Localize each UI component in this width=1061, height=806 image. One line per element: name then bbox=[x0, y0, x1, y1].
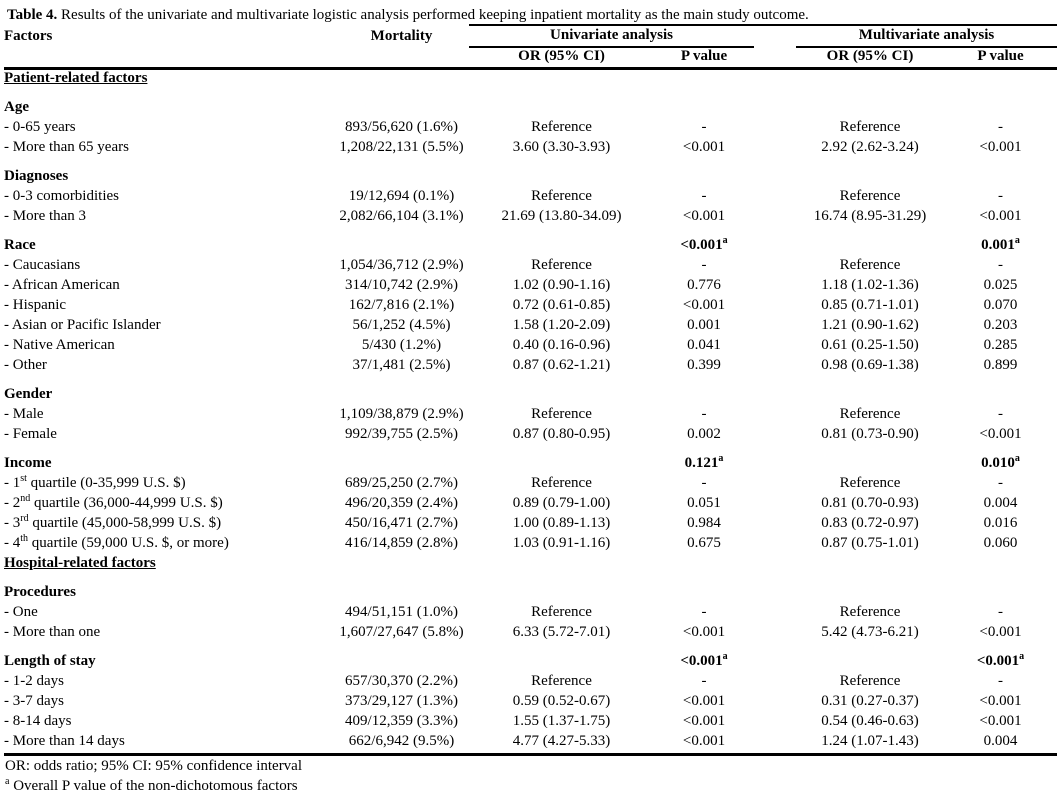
or-multivariate-cell: 0.81 (0.73-0.90) bbox=[821, 426, 919, 442]
or-multivariate-cell: 5.42 (4.73-6.21) bbox=[821, 624, 919, 640]
or-multivariate-cell: 0.81 (0.70-0.93) bbox=[821, 495, 919, 511]
mortality-cell bbox=[334, 555, 469, 575]
p-multivariate-cell: 0.285 bbox=[983, 337, 1018, 353]
or-multivariate-cell: 0.54 (0.46-0.63) bbox=[821, 713, 919, 729]
section-heading-row bbox=[4, 555, 1057, 575]
column-header-mortality: Mortality bbox=[370, 28, 433, 44]
table-caption bbox=[7, 6, 1057, 24]
p-multivariate-cell: - bbox=[998, 257, 1003, 273]
mortality-cell: 450/16,471 (2.7%) bbox=[345, 515, 458, 531]
p-univariate-cell: 0.001 bbox=[687, 317, 721, 333]
footnote-overall-p-value: $^a$ Overall P value of the non-dichotomous factors bbox=[5, 776, 298, 794]
p-univariate-cell: 0.984 bbox=[687, 515, 721, 531]
or-multivariate-cell: 2.92 (2.62-3.24) bbox=[821, 139, 919, 155]
mortality-cell: 37/1,481 (2.5%) bbox=[352, 357, 451, 373]
table-row bbox=[4, 277, 1057, 297]
p-multivariate-cell bbox=[944, 377, 1057, 406]
p-univariate-cell: <0.001 bbox=[682, 208, 726, 224]
p-univariate-cell: 0.399 bbox=[687, 357, 721, 373]
factor-cell: - More than 3 bbox=[4, 208, 87, 224]
or-multivariate-cell bbox=[796, 90, 944, 119]
factor-cell: - 3rd quartile (45,000-58,999 U.S. $) bbox=[4, 513, 222, 531]
or-multivariate-cell: Reference bbox=[839, 119, 901, 135]
group-heading-row bbox=[4, 446, 1057, 475]
factor-cell: Patient-related factors bbox=[4, 70, 148, 86]
or-univariate-cell bbox=[469, 555, 654, 575]
mortality-cell: 1,208/22,131 (5.5%) bbox=[339, 139, 464, 155]
table-row bbox=[4, 673, 1057, 693]
p-multivariate-cell: 0.016 bbox=[983, 515, 1018, 531]
factor-cell: - More than 65 years bbox=[4, 139, 129, 155]
p-multivariate-cell: <0.001 bbox=[979, 693, 1022, 709]
spacer-cell bbox=[754, 406, 796, 426]
or-multivariate-cell: Reference bbox=[839, 188, 901, 204]
column-header-p-univariate: P value bbox=[654, 47, 754, 69]
p-univariate-cell: - bbox=[701, 406, 707, 422]
group-heading-row bbox=[4, 90, 1057, 119]
or-multivariate-cell: 0.98 (0.69-1.38) bbox=[821, 357, 919, 373]
factor-cell: - One bbox=[4, 604, 38, 620]
column-group-spacer bbox=[754, 25, 796, 47]
mortality-cell: 409/12,359 (3.3%) bbox=[345, 713, 458, 729]
or-univariate-cell: Reference bbox=[531, 673, 592, 689]
p-univariate-cell: <0.001 bbox=[682, 297, 726, 313]
mortality-cell: 657/30,370 (2.2%) bbox=[345, 673, 458, 689]
spacer-cell bbox=[754, 495, 796, 515]
or-univariate-cell: 1.55 (1.37-1.75) bbox=[512, 713, 611, 729]
or-univariate-cell bbox=[469, 446, 654, 475]
or-univariate-cell: 0.59 (0.52-0.67) bbox=[512, 693, 611, 709]
factor-cell: Gender bbox=[4, 386, 53, 402]
or-multivariate-cell: 0.31 (0.27-0.37) bbox=[821, 693, 919, 709]
spacer-cell bbox=[754, 139, 796, 159]
p-multivariate-cell: <0.001 bbox=[979, 713, 1022, 729]
mortality-cell bbox=[334, 228, 469, 257]
mortality-cell: 893/56,620 (1.6%) bbox=[345, 119, 458, 135]
p-multivariate-cell: 0.203 bbox=[983, 317, 1018, 333]
factor-cell: - Female bbox=[4, 426, 57, 442]
factor-cell: - Male bbox=[4, 406, 44, 422]
factor-cell: - 1-2 days bbox=[4, 673, 64, 689]
p-univariate-cell bbox=[654, 555, 754, 575]
column-header-p-multivariate: P value bbox=[944, 47, 1057, 69]
column-header-or-multivariate: OR (95% CI) bbox=[796, 47, 944, 69]
or-univariate-cell bbox=[469, 644, 654, 673]
p-multivariate-cell: 0.010$^a$ bbox=[981, 453, 1020, 471]
or-multivariate-cell: Reference bbox=[839, 406, 901, 422]
table-row bbox=[4, 713, 1057, 733]
mortality-cell: 19/12,694 (0.1%) bbox=[348, 188, 455, 204]
table-row bbox=[4, 297, 1057, 317]
or-univariate-cell: 0.89 (0.79-1.00) bbox=[512, 495, 611, 511]
table-row bbox=[4, 139, 1057, 159]
or-univariate-cell: Reference bbox=[531, 188, 592, 204]
table-row bbox=[4, 515, 1057, 535]
spacer-cell bbox=[754, 208, 796, 228]
or-multivariate-cell: Reference bbox=[839, 475, 901, 491]
spacer-cell bbox=[754, 535, 796, 555]
or-univariate-cell: 0.72 (0.61-0.85) bbox=[512, 297, 611, 313]
mortality-cell bbox=[334, 644, 469, 673]
group-heading-row bbox=[4, 377, 1057, 406]
p-univariate-cell: 0.776 bbox=[687, 277, 721, 293]
or-univariate-cell: 1.03 (0.91-1.16) bbox=[512, 535, 611, 551]
spacer-cell bbox=[754, 90, 796, 119]
or-multivariate-cell bbox=[796, 228, 944, 257]
p-univariate-cell bbox=[654, 575, 754, 604]
factor-cell: Income bbox=[4, 455, 52, 471]
p-multivariate-cell: 0.899 bbox=[983, 357, 1018, 373]
spacer-cell bbox=[754, 277, 796, 297]
factor-cell: Length of stay bbox=[4, 653, 96, 669]
spacer-cell bbox=[754, 644, 796, 673]
or-univariate-cell: 21.69 (13.80-34.09) bbox=[501, 208, 622, 224]
mortality-cell: 662/6,942 (9.5%) bbox=[334, 733, 469, 755]
mortality-cell: 496/20,359 (2.4%) bbox=[345, 495, 458, 511]
table-row bbox=[4, 406, 1057, 426]
factor-cell: - 0-3 comorbidities bbox=[4, 188, 119, 204]
group-heading-row bbox=[4, 575, 1057, 604]
spacer-cell bbox=[754, 188, 796, 208]
or-multivariate-cell: 1.21 (0.90-1.62) bbox=[821, 317, 919, 333]
factor-cell: - 1st quartile (0-35,999 U.S. $) bbox=[4, 473, 186, 491]
spacer-cell bbox=[754, 673, 796, 693]
or-univariate-cell: 0.87 (0.62-1.21) bbox=[512, 357, 611, 373]
p-multivariate-cell bbox=[944, 555, 1057, 575]
mortality-cell: 689/25,250 (2.7%) bbox=[345, 475, 458, 491]
footnotes bbox=[5, 756, 1057, 796]
table-row bbox=[4, 604, 1057, 624]
table-header-row-groups bbox=[4, 25, 1057, 47]
p-multivariate-cell bbox=[944, 90, 1057, 119]
table-body bbox=[4, 69, 1057, 755]
mortality-cell: 162/7,816 (2.1%) bbox=[348, 297, 455, 313]
p-univariate-cell: 0.121$^a$ bbox=[684, 453, 724, 471]
spacer-cell bbox=[754, 446, 796, 475]
spacer-cell bbox=[754, 69, 796, 91]
group-heading-row bbox=[4, 159, 1057, 188]
factor-cell: - 0-65 years bbox=[4, 119, 76, 135]
factor-cell: - Native American bbox=[4, 337, 115, 353]
table-row bbox=[4, 357, 1057, 377]
or-multivariate-cell bbox=[796, 644, 944, 673]
or-univariate-cell: 1.02 (0.90-1.16) bbox=[512, 277, 611, 293]
p-univariate-cell: <0.001 bbox=[654, 733, 754, 755]
mortality-cell bbox=[334, 575, 469, 604]
p-univariate-cell bbox=[654, 69, 754, 91]
mortality-cell: 1,054/36,712 (2.9%) bbox=[339, 257, 464, 273]
table-header bbox=[4, 25, 1057, 69]
mortality-cell: 373/29,127 (1.3%) bbox=[345, 693, 458, 709]
table-row bbox=[4, 317, 1057, 337]
mortality-cell: 992/39,755 (2.5%) bbox=[345, 426, 458, 442]
or-multivariate-cell: Reference bbox=[839, 673, 901, 689]
column-group-univariate: Univariate analysis bbox=[469, 25, 754, 47]
factor-cell: - Asian or Pacific Islander bbox=[4, 317, 161, 333]
or-multivariate-cell: 0.87 (0.75-1.01) bbox=[821, 535, 919, 551]
spacer-cell bbox=[754, 337, 796, 357]
p-multivariate-cell: 0.025 bbox=[983, 277, 1018, 293]
or-multivariate-cell: 0.83 (0.72-0.97) bbox=[821, 515, 919, 531]
table-row bbox=[4, 495, 1057, 515]
mortality-cell: 416/14,859 (2.8%) bbox=[345, 535, 458, 551]
spacer-cell bbox=[754, 317, 796, 337]
or-multivariate-cell bbox=[796, 575, 944, 604]
or-univariate-cell: 0.87 (0.80-0.95) bbox=[512, 426, 611, 442]
mortality-cell: 1,607/27,647 (5.8%) bbox=[339, 624, 464, 640]
p-multivariate-cell bbox=[944, 159, 1057, 188]
spacer-cell bbox=[754, 357, 796, 377]
or-univariate-cell: Reference bbox=[531, 119, 592, 135]
p-multivariate-cell: <0.001$^a$ bbox=[976, 651, 1025, 669]
table-row bbox=[4, 208, 1057, 228]
mortality-cell bbox=[334, 446, 469, 475]
p-multivariate-cell: <0.001 bbox=[979, 139, 1022, 155]
table-caption-label: Table 4. bbox=[7, 7, 58, 23]
or-multivariate-cell: 1.24 (1.07-1.43) bbox=[796, 733, 944, 755]
or-multivariate-cell bbox=[796, 555, 944, 575]
p-multivariate-cell: - bbox=[998, 188, 1003, 204]
factor-cell: - 4th quartile (59,000 U.S. $, or more) bbox=[4, 533, 229, 551]
or-univariate-cell: 6.33 (5.72-7.01) bbox=[512, 624, 611, 640]
or-multivariate-cell bbox=[796, 159, 944, 188]
table-caption-text: Results of the univariate and multivariate logistic analysis performed keeping inpatient mortality as the main study outcome. bbox=[57, 7, 809, 23]
or-univariate-cell: Reference bbox=[531, 475, 592, 491]
mortality-cell bbox=[334, 159, 469, 188]
spacer-cell bbox=[754, 426, 796, 446]
column-header-or-univariate: OR (95% CI) bbox=[469, 47, 654, 69]
factor-cell: - 2nd quartile (36,000-44,999 U.S. $) bbox=[4, 493, 223, 511]
group-heading-row bbox=[4, 644, 1057, 673]
spacer-cell bbox=[754, 575, 796, 604]
mortality-cell bbox=[334, 377, 469, 406]
p-univariate-cell: - bbox=[701, 673, 707, 689]
p-univariate-cell: - bbox=[701, 188, 707, 204]
or-multivariate-cell: Reference bbox=[839, 604, 901, 620]
spacer-cell bbox=[754, 257, 796, 277]
p-univariate-cell bbox=[654, 90, 754, 119]
p-univariate-cell: <0.001 bbox=[682, 693, 726, 709]
table-row bbox=[4, 535, 1057, 555]
p-multivariate-cell: 0.004 bbox=[944, 733, 1057, 755]
spacer-cell bbox=[754, 555, 796, 575]
p-multivariate-cell: <0.001 bbox=[979, 208, 1022, 224]
spacer-cell bbox=[754, 297, 796, 317]
factor-cell: Age bbox=[4, 99, 29, 115]
or-univariate-cell: 1.00 (0.89-1.13) bbox=[512, 515, 611, 531]
p-multivariate-cell: - bbox=[998, 406, 1003, 422]
subheader-empty-spacer bbox=[754, 47, 796, 69]
results-table bbox=[4, 24, 1057, 756]
p-univariate-cell: - bbox=[701, 257, 707, 273]
factor-cell: Hospital-related factors bbox=[4, 555, 156, 571]
table-row bbox=[4, 693, 1057, 713]
or-univariate-cell bbox=[469, 575, 654, 604]
p-multivariate-cell: - bbox=[998, 475, 1003, 491]
mortality-cell bbox=[334, 90, 469, 119]
or-univariate-cell: 3.60 (3.30-3.93) bbox=[512, 139, 611, 155]
p-univariate-cell: 0.041 bbox=[687, 337, 721, 353]
or-univariate-cell: Reference bbox=[531, 406, 592, 422]
table-header-row-subcolumns bbox=[4, 47, 1057, 69]
column-header-factors: Factors bbox=[4, 28, 53, 44]
or-multivariate-cell: Reference bbox=[839, 257, 901, 273]
or-univariate-cell bbox=[469, 377, 654, 406]
p-univariate-cell: <0.001$^a$ bbox=[680, 651, 728, 669]
mortality-cell: 1,109/38,879 (2.9%) bbox=[339, 406, 464, 422]
p-univariate-cell bbox=[654, 159, 754, 188]
footnote-abbreviations: OR: odds ratio; 95% CI: 95% confidence interval bbox=[5, 758, 303, 774]
factor-cell: - Hispanic bbox=[4, 297, 67, 313]
or-multivariate-cell: 0.85 (0.71-1.01) bbox=[821, 297, 919, 313]
or-univariate-cell bbox=[469, 159, 654, 188]
p-multivariate-cell: 0.060 bbox=[983, 535, 1018, 551]
factor-cell: - More than 14 days bbox=[4, 733, 334, 755]
spacer-cell bbox=[754, 733, 796, 755]
mortality-cell: 5/430 (1.2%) bbox=[361, 337, 442, 353]
table-row bbox=[4, 119, 1057, 139]
spacer-cell bbox=[754, 377, 796, 406]
table-row bbox=[4, 475, 1057, 495]
spacer-cell bbox=[754, 228, 796, 257]
or-multivariate-cell: 1.18 (1.02-1.36) bbox=[821, 277, 919, 293]
subheader-empty-mortality bbox=[334, 47, 469, 69]
p-multivariate-cell bbox=[944, 575, 1057, 604]
p-univariate-cell: <0.001 bbox=[682, 624, 726, 640]
p-univariate-cell: 0.675 bbox=[687, 535, 721, 551]
factor-cell: - More than one bbox=[4, 624, 101, 640]
section-heading-row bbox=[4, 69, 1057, 91]
p-multivariate-cell bbox=[944, 69, 1057, 91]
spacer-cell bbox=[754, 119, 796, 139]
p-multivariate-cell: - bbox=[998, 673, 1003, 689]
spacer-cell bbox=[754, 515, 796, 535]
or-univariate-cell: 1.58 (1.20-2.09) bbox=[512, 317, 611, 333]
factor-cell: - Other bbox=[4, 357, 47, 373]
p-multivariate-cell: - bbox=[998, 119, 1003, 135]
mortality-cell: 494/51,151 (1.0%) bbox=[345, 604, 458, 620]
factor-cell: - African American bbox=[4, 277, 120, 293]
spacer-cell bbox=[754, 624, 796, 644]
p-univariate-cell: - bbox=[701, 119, 707, 135]
p-univariate-cell: - bbox=[701, 604, 707, 620]
factor-cell: - 8-14 days bbox=[4, 713, 72, 729]
or-multivariate-cell bbox=[796, 377, 944, 406]
p-univariate-cell: 0.051 bbox=[687, 495, 721, 511]
factor-cell: Race bbox=[4, 237, 36, 253]
or-univariate-cell: 4.77 (4.27-5.33) bbox=[469, 733, 654, 755]
spacer-cell bbox=[754, 604, 796, 624]
or-univariate-cell bbox=[469, 90, 654, 119]
p-multivariate-cell: <0.001 bbox=[979, 426, 1022, 442]
table-row bbox=[4, 426, 1057, 446]
p-univariate-cell: <0.001$^a$ bbox=[680, 235, 728, 253]
or-multivariate-cell bbox=[796, 446, 944, 475]
mortality-cell: 314/10,742 (2.9%) bbox=[345, 277, 458, 293]
table-row bbox=[4, 624, 1057, 644]
or-univariate-cell: 0.40 (0.16-0.96) bbox=[512, 337, 611, 353]
mortality-cell: 56/1,252 (4.5%) bbox=[352, 317, 451, 333]
p-univariate-cell bbox=[654, 377, 754, 406]
spacer-cell bbox=[754, 159, 796, 188]
or-multivariate-cell: 16.74 (8.95-31.29) bbox=[813, 208, 927, 224]
group-heading-row bbox=[4, 228, 1057, 257]
or-univariate-cell: Reference bbox=[531, 257, 592, 273]
factor-cell: Procedures bbox=[4, 584, 76, 600]
spacer-cell bbox=[754, 713, 796, 733]
p-univariate-cell: <0.001 bbox=[682, 139, 726, 155]
subheader-empty-factors bbox=[4, 47, 334, 69]
p-multivariate-cell: <0.001 bbox=[979, 624, 1022, 640]
p-multivariate-cell: 0.001$^a$ bbox=[981, 235, 1020, 253]
p-univariate-cell: <0.001 bbox=[682, 713, 726, 729]
or-univariate-cell bbox=[469, 69, 654, 91]
p-univariate-cell: 0.002 bbox=[687, 426, 721, 442]
column-group-multivariate: Multivariate analysis bbox=[796, 25, 1057, 47]
or-univariate-cell: Reference bbox=[531, 604, 592, 620]
spacer-cell bbox=[754, 693, 796, 713]
mortality-cell: 2,082/66,104 (3.1%) bbox=[339, 208, 464, 224]
p-multivariate-cell: 0.004 bbox=[983, 495, 1018, 511]
or-multivariate-cell: 0.61 (0.25-1.50) bbox=[821, 337, 919, 353]
table-row bbox=[4, 188, 1057, 208]
p-univariate-cell: - bbox=[701, 475, 707, 491]
or-univariate-cell bbox=[469, 228, 654, 257]
table-row bbox=[4, 733, 1057, 755]
p-multivariate-cell: - bbox=[998, 604, 1003, 620]
factor-cell: - 3-7 days bbox=[4, 693, 64, 709]
p-multivariate-cell: 0.070 bbox=[983, 297, 1018, 313]
factor-cell: - Caucasians bbox=[4, 257, 81, 273]
table-row bbox=[4, 337, 1057, 357]
factor-cell: Diagnoses bbox=[4, 168, 69, 184]
spacer-cell bbox=[754, 475, 796, 495]
or-multivariate-cell bbox=[796, 69, 944, 91]
table-row bbox=[4, 257, 1057, 277]
mortality-cell bbox=[334, 69, 469, 91]
